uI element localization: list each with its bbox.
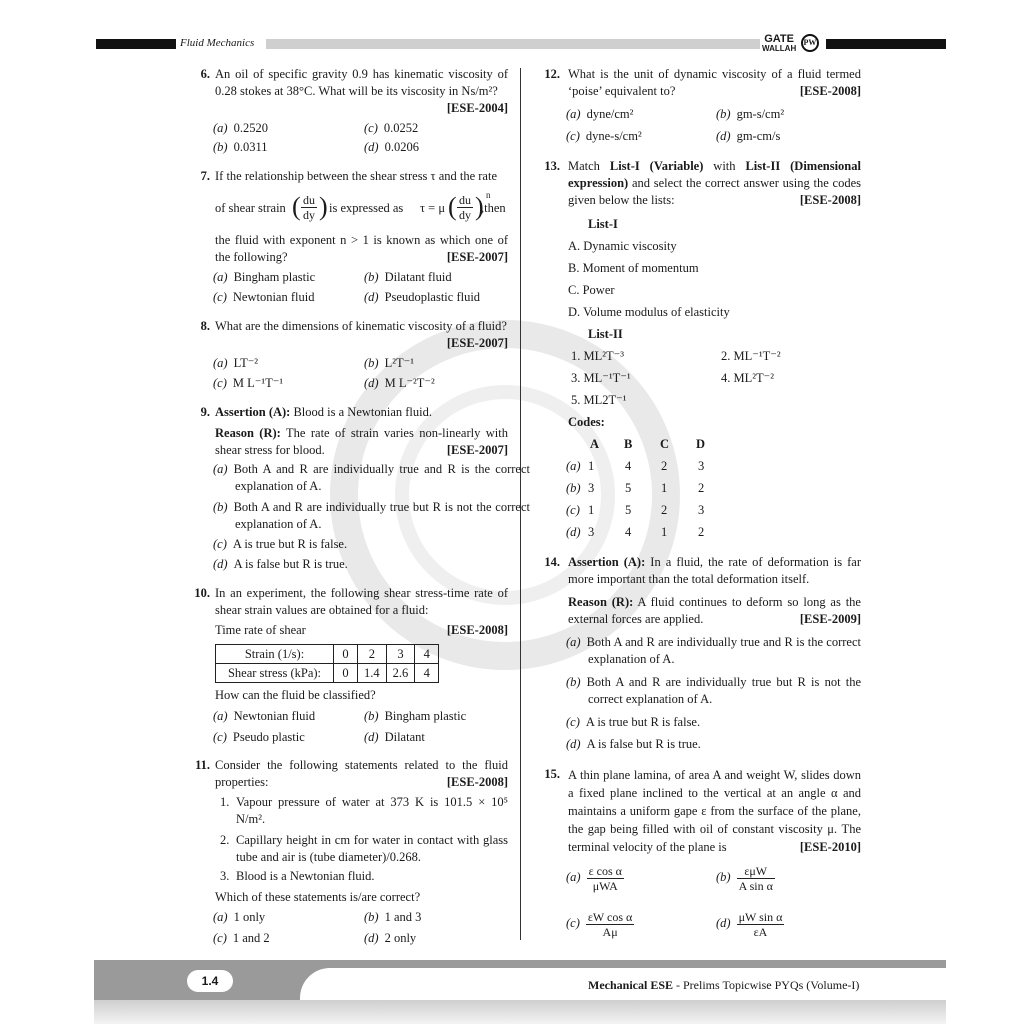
option-c[interactable] xyxy=(213,536,347,553)
option-d[interactable] xyxy=(566,736,701,753)
page-number: 1.4 xyxy=(187,970,233,992)
option-label: (a) xyxy=(213,910,228,924)
option-label: (b) xyxy=(716,107,731,121)
option-text: LT⁻² xyxy=(233,356,259,370)
list-2-item xyxy=(571,370,631,387)
table-cell: 1.4 xyxy=(358,664,387,683)
reason-text: The rate of strain varies non-linearly with shear stress for blood. xyxy=(215,426,508,457)
question-number: 12. xyxy=(544,67,560,81)
header-bar-left xyxy=(96,39,176,49)
option-text: 1 and 3 xyxy=(384,910,422,924)
option-fraction xyxy=(737,864,775,893)
option-d[interactable] xyxy=(213,556,348,573)
list-item-text: Volume modulus of elasticity xyxy=(583,305,730,319)
statement-number: 3. xyxy=(220,869,230,883)
option-d[interactable] xyxy=(364,930,416,947)
option-text: A is true but R is false. xyxy=(585,715,701,729)
exam-tag: [ESE-2004] xyxy=(446,101,508,115)
option-label: (a) xyxy=(566,459,581,473)
option-text: A is false but R is true. xyxy=(233,557,348,571)
option-fraction xyxy=(737,910,785,939)
reason-text: A fluid continues to deform so long as the external forces are applied. xyxy=(568,595,861,626)
code-value: 1 xyxy=(661,525,668,539)
option-label: (b) xyxy=(213,500,228,514)
list-1-item xyxy=(568,282,615,299)
option-a[interactable] xyxy=(566,864,624,893)
header-bar-gray xyxy=(266,39,760,49)
code-value: 3 xyxy=(698,459,705,473)
code-value: 3 xyxy=(698,503,705,517)
list-2-title: List-II xyxy=(588,327,623,341)
reason-label: Reason (R): xyxy=(215,426,281,440)
equation-middle: is expressed as xyxy=(329,201,404,215)
denominator: εA xyxy=(753,925,768,939)
code-value: 4 xyxy=(625,525,632,539)
option-d[interactable] xyxy=(364,729,425,746)
option-text: Newtonian fluid xyxy=(233,709,316,723)
option-text: Pseudoplastic fluid xyxy=(384,290,481,304)
option-text: 1 and 2 xyxy=(232,931,270,945)
question-number: 8. xyxy=(200,319,210,333)
option-label: (a) xyxy=(213,709,228,723)
exam-tag: [ESE-2007] xyxy=(446,250,508,264)
exponent-n: n xyxy=(486,190,491,200)
numerator: εμW xyxy=(737,864,775,879)
list-item-key: C. xyxy=(568,283,580,297)
option-b[interactable] xyxy=(364,269,452,286)
header-subject: Fluid Mechanics xyxy=(180,37,255,49)
denominator: dy xyxy=(303,208,315,222)
header-bar-right xyxy=(826,39,946,49)
text-part: Match xyxy=(568,159,610,173)
option-label: (b) xyxy=(364,910,379,924)
paren-right-icon: ) xyxy=(475,192,484,221)
statement-2: Capillary height in cm for water in contact with glass tube and air is (tube diameter)/0.268. xyxy=(236,833,508,864)
option-label: (d) xyxy=(566,525,581,539)
list-item-text: Dynamic viscosity xyxy=(583,239,677,253)
denominator: dy xyxy=(459,208,471,222)
assertion-text: In a fluid, the rate of deformation is far more important than the total deformation itself. xyxy=(568,555,861,586)
assertion xyxy=(568,554,861,588)
question-number: 15. xyxy=(544,767,560,781)
question-text xyxy=(568,158,861,209)
shear-data-table xyxy=(215,644,439,683)
option-d[interactable] xyxy=(364,289,480,306)
list-item-text: Power xyxy=(582,283,615,297)
code-option-a[interactable] xyxy=(566,458,581,475)
reason xyxy=(215,425,508,459)
assertion-text: Blood is a Newtonian fluid. xyxy=(290,405,432,419)
option-label: (c) xyxy=(213,730,227,744)
option-a[interactable] xyxy=(213,269,315,286)
option-text: 1 only xyxy=(233,910,266,924)
assertion-label: Assertion (A): xyxy=(215,405,291,419)
list-item-text: ML²T⁻³ xyxy=(583,349,624,363)
code-value: 2 xyxy=(661,459,668,473)
option-text: Both A and R are individually true but R is not the correct explanation of A. xyxy=(586,675,861,706)
question-number: 6. xyxy=(200,67,210,81)
option-text: gm-s/cm² xyxy=(736,107,785,121)
footer-bottom-strip xyxy=(94,1000,946,1024)
table-row xyxy=(216,664,439,683)
option-text: Dilatant xyxy=(384,730,425,744)
table-cell: 0 xyxy=(334,645,358,664)
paren-left-icon: ( xyxy=(448,192,457,221)
list-1-item xyxy=(568,260,699,277)
subtitle-text: Time rate of shear xyxy=(215,623,306,637)
code-value: 1 xyxy=(661,481,668,495)
option-text: 0.0252 xyxy=(383,121,419,135)
code-value: 1 xyxy=(588,459,595,473)
question-number: 14. xyxy=(544,555,560,569)
option-text: A is true but R is false. xyxy=(232,537,348,551)
option-label: (b) xyxy=(364,270,379,284)
option-text: Both A and R are individually true and R is the correct explanation of A. xyxy=(586,635,861,666)
question-number: 9. xyxy=(200,405,210,419)
code-value: 2 xyxy=(698,481,705,495)
option-c[interactable] xyxy=(213,930,270,947)
option-label: (c) xyxy=(213,290,227,304)
option-c[interactable] xyxy=(566,128,642,145)
statement-3: Blood is a Newtonian fluid. xyxy=(236,869,375,883)
list-item-text: ML²T⁻² xyxy=(733,371,774,385)
list-1-item xyxy=(568,238,677,255)
question-text xyxy=(215,757,508,791)
code-header: B xyxy=(624,437,633,451)
option-fraction xyxy=(587,864,624,893)
option-label: (d) xyxy=(364,140,379,154)
assertion-label: Assertion (A): xyxy=(568,555,646,569)
option-text: Pseudo plastic xyxy=(232,730,305,744)
option-text: dyne/cm² xyxy=(586,107,634,121)
equation-suffix: ,then xyxy=(481,201,506,215)
question-line-1: If the relationship between the shear stress τ and the rate xyxy=(215,169,498,183)
question-stem: the fluid with exponent n > 1 is known as which one of the following? xyxy=(215,233,508,264)
question-stem: What is the unit of dynamic viscosity of a fluid termed ‘poise’ equivalent to? xyxy=(568,67,861,98)
reason-label: Reason (R): xyxy=(568,595,634,609)
option-label: (b) xyxy=(716,870,731,885)
logo-bottom-text: WALLAH xyxy=(762,44,797,53)
exam-tag: [ESE-2010] xyxy=(799,840,861,854)
option-label: (b) xyxy=(566,481,581,495)
table-cell: 2.6 xyxy=(386,664,415,683)
denominator: A sin α xyxy=(738,879,773,893)
option-b[interactable] xyxy=(364,708,466,725)
table-row xyxy=(216,645,439,664)
numerator: μW sin α xyxy=(738,910,783,924)
table-cell: 2 xyxy=(358,645,387,664)
option-text: M L⁻²T⁻² xyxy=(384,376,435,390)
option-c[interactable] xyxy=(566,714,700,731)
option-label: (d) xyxy=(364,376,379,390)
assertion xyxy=(215,404,508,421)
option-text: Newtonian fluid xyxy=(232,290,315,304)
book-title-bold: Mechanical ESE xyxy=(588,978,674,992)
list-item-key: 3. xyxy=(571,371,581,385)
option-a[interactable] xyxy=(566,106,633,123)
option-c[interactable] xyxy=(213,729,305,746)
question-number: 10. xyxy=(194,586,210,600)
option-text: Dilatant fluid xyxy=(384,270,452,284)
question-stem: Consider the following statements related to the fluid properties: xyxy=(215,758,508,789)
option-label: (a) xyxy=(213,121,228,135)
option-label: (c) xyxy=(213,537,227,551)
option-label: (c) xyxy=(213,376,227,390)
option-b[interactable] xyxy=(213,499,530,533)
denominator: μWA xyxy=(592,879,618,893)
paren-right-icon: ) xyxy=(319,192,328,221)
question-equation-line xyxy=(215,190,508,226)
option-fraction xyxy=(586,910,634,939)
numerator: εW cos α xyxy=(587,910,633,924)
option-text: 0.0311 xyxy=(233,140,268,154)
list-item-key: 2. xyxy=(721,349,731,363)
paren-left-icon: ( xyxy=(292,192,301,221)
code-option-b[interactable] xyxy=(566,480,581,497)
option-text: M L⁻¹T⁻¹ xyxy=(232,376,284,390)
option-d[interactable] xyxy=(716,910,784,939)
exam-tag: [ESE-2008] xyxy=(799,193,861,207)
list-item-text: ML⁻¹T⁻² xyxy=(733,349,781,363)
question-text xyxy=(568,66,861,100)
equation-tau: τ = μ xyxy=(420,201,446,215)
option-label: (d) xyxy=(716,916,731,931)
code-value: 3 xyxy=(588,525,595,539)
list-item-key: 5. xyxy=(571,393,581,407)
option-c[interactable] xyxy=(213,375,283,392)
exam-tag: [ESE-2009] xyxy=(799,612,861,626)
table-cell: 3 xyxy=(386,645,415,664)
list-item-key: B. xyxy=(568,261,580,275)
statement-1: Vapour pressure of water at 373 K is 101.5 × 10⁵ N/m². xyxy=(236,795,508,826)
reason xyxy=(568,594,861,628)
option-b[interactable] xyxy=(566,674,861,708)
logo-top-text: GATE xyxy=(764,33,794,45)
book-title xyxy=(588,978,859,993)
logo-mark-icon: PW xyxy=(801,34,819,52)
option-label: (c) xyxy=(213,931,227,945)
option-text: gm-cm/s xyxy=(736,129,781,143)
list-item-key: A. xyxy=(568,239,581,253)
table-cell: Shear stress (kPa): xyxy=(216,664,334,683)
list-item-key: D. xyxy=(568,305,581,319)
option-label: (c) xyxy=(566,503,580,517)
table-cell: Strain (1/s): xyxy=(216,645,334,664)
list-item-key: 4. xyxy=(721,371,731,385)
option-a[interactable] xyxy=(213,355,258,372)
statement-number: 1. xyxy=(220,795,230,809)
option-text: Both A and R are individually true and R is the correct explanation of A. xyxy=(233,462,530,493)
option-b[interactable] xyxy=(716,864,775,893)
option-text: Bingham plastic xyxy=(233,270,316,284)
table-cell: 4 xyxy=(415,664,439,683)
denominator: Aμ xyxy=(602,925,618,939)
publisher-logo xyxy=(762,34,796,54)
numerator: du xyxy=(459,193,471,207)
option-label: (b) xyxy=(213,140,228,154)
exam-tag: [ESE-2007] xyxy=(446,336,508,350)
option-text: dyne-s/cm² xyxy=(585,129,642,143)
list-2-item xyxy=(571,348,624,365)
question-stem: In an experiment, the following shear stress-time rate of shear strain values are obtained for a fluid: xyxy=(215,586,508,617)
list-item-text: ML2T⁻¹ xyxy=(583,393,627,407)
numerator: ε cos α xyxy=(588,864,622,878)
option-text: Bingham plastic xyxy=(384,709,467,723)
option-text: A is false but R is true. xyxy=(586,737,701,751)
option-a[interactable] xyxy=(213,461,530,495)
option-label: (d) xyxy=(213,557,228,571)
table-cell: 4 xyxy=(415,645,439,664)
question-text xyxy=(568,766,861,856)
option-a[interactable] xyxy=(213,909,265,926)
list-item-key: 1. xyxy=(571,349,581,363)
list-2-item xyxy=(721,370,774,387)
code-value: 5 xyxy=(625,481,632,495)
option-text: 2 only xyxy=(384,931,417,945)
exam-tag: [ESE-2008] xyxy=(799,84,861,98)
statement-number: 2. xyxy=(220,833,230,847)
option-text: Both A and R are individually true but R is not the correct explanation of A. xyxy=(233,500,530,531)
option-a[interactable] xyxy=(213,120,268,137)
code-option-c[interactable] xyxy=(566,502,580,519)
option-label: (a) xyxy=(566,107,581,121)
question-number: 11. xyxy=(195,758,210,772)
option-label: (c) xyxy=(566,916,580,931)
option-label: (b) xyxy=(566,675,581,689)
option-d[interactable] xyxy=(364,139,419,156)
text-bold: List-II (Dimensional expression) xyxy=(568,159,861,190)
question-stem: What are the dimensions of kinematic viscosity of a fluid? xyxy=(215,319,507,333)
option-label: (b) xyxy=(364,356,379,370)
code-value: 2 xyxy=(661,503,668,517)
option-label: (c) xyxy=(566,129,580,143)
question-text xyxy=(215,318,508,352)
option-label: (d) xyxy=(716,129,731,143)
option-a[interactable] xyxy=(566,634,861,668)
list-item-text: ML⁻¹T⁻¹ xyxy=(583,371,631,385)
option-label: (b) xyxy=(364,709,379,723)
option-label: (d) xyxy=(364,931,379,945)
option-label: (a) xyxy=(213,462,228,476)
question-stem: A thin plane lamina, of area A and weight W, slides down a fixed plane inclined to the vertical at an angle α and maintains a uniform gape ε from the surface of the plane, the gap being filled with oil of constant viscosity μ. The terminal velocity of the plane is xyxy=(568,768,861,854)
option-c[interactable] xyxy=(364,120,418,137)
option-label: (c) xyxy=(566,715,580,729)
option-label: (d) xyxy=(364,290,379,304)
exam-tag: [ESE-2008] xyxy=(446,775,508,789)
question-stem: An oil of specific gravity 0.9 has kinematic viscosity of 0.28 stokes at 38°C. What will be its viscosity in Ns/m²? xyxy=(215,67,508,98)
option-b[interactable] xyxy=(213,139,268,156)
question-subtitle xyxy=(215,622,508,639)
option-label: (c) xyxy=(364,121,378,135)
list-2-item xyxy=(571,392,626,409)
code-header: C xyxy=(660,437,670,451)
option-label: (a) xyxy=(213,356,228,370)
code-value: 3 xyxy=(588,481,595,495)
table-cell: 0 xyxy=(334,664,358,683)
option-c[interactable] xyxy=(213,289,314,306)
option-label: (a) xyxy=(213,270,228,284)
question-number: 13. xyxy=(544,159,560,173)
exam-tag: [ESE-2007] xyxy=(446,443,508,457)
option-label: (a) xyxy=(566,870,581,885)
question-number: 7. xyxy=(200,169,210,183)
option-text: L²T⁻¹ xyxy=(384,356,414,370)
option-text: 0.0206 xyxy=(384,140,419,154)
list-1-item xyxy=(568,304,730,321)
equation-prefix: of shear strain xyxy=(215,201,286,215)
code-header: D xyxy=(696,437,706,451)
fraction-du-dy xyxy=(457,193,473,222)
code-value: 1 xyxy=(588,503,595,517)
option-d[interactable] xyxy=(364,375,435,392)
book-title-rest: - Prelims Topicwise PYQs (Volume-I) xyxy=(673,978,860,992)
code-option-d[interactable] xyxy=(566,524,581,541)
code-value: 2 xyxy=(698,525,705,539)
option-b[interactable] xyxy=(364,909,421,926)
codes-title: Codes: xyxy=(568,415,605,429)
option-a[interactable] xyxy=(213,708,315,725)
option-b[interactable] xyxy=(716,106,784,123)
option-b[interactable] xyxy=(364,355,414,372)
option-label: (d) xyxy=(566,737,581,751)
list-2-item xyxy=(721,348,781,365)
question-text xyxy=(215,66,508,117)
exam-tag: [ESE-2008] xyxy=(446,623,508,637)
numerator: du xyxy=(303,193,315,207)
list-item-text: Moment of momentum xyxy=(582,261,699,275)
text-part: with xyxy=(703,159,746,173)
text-part: and select the correct answer using the codes given below the lists: xyxy=(568,176,861,207)
list-1-title: List-I xyxy=(588,217,618,231)
code-header: A xyxy=(590,437,600,451)
option-label: (d) xyxy=(364,730,379,744)
code-value: 4 xyxy=(625,459,632,473)
question-line-3 xyxy=(215,232,508,266)
text-bold: List-I (Variable) xyxy=(609,159,704,173)
fraction-du-dy xyxy=(301,193,317,222)
question-ask: How can the fluid be classified? xyxy=(215,688,376,702)
option-d[interactable] xyxy=(716,128,780,145)
code-value: 5 xyxy=(625,503,632,517)
question-ask: Which of these statements is/are correct? xyxy=(215,890,421,904)
option-c[interactable] xyxy=(566,910,634,939)
option-text: 0.2520 xyxy=(233,121,268,135)
option-label: (a) xyxy=(566,635,581,649)
